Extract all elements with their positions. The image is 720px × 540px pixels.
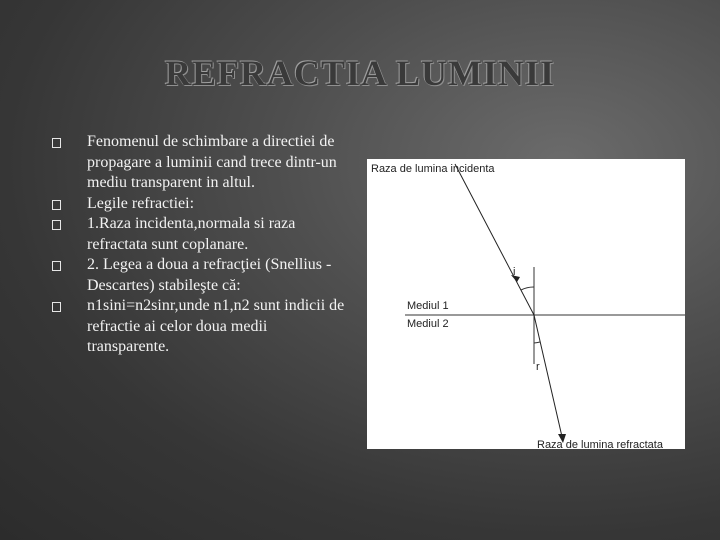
bullet-item bbox=[52, 296, 352, 358]
bullet-text: Legile refractiei: bbox=[87, 194, 195, 212]
refracted-ray bbox=[534, 315, 563, 441]
bullet-box-icon bbox=[52, 261, 61, 271]
bullet-item bbox=[52, 194, 352, 215]
angle-r-label: r bbox=[536, 361, 540, 373]
bullet-text: 2. Legea a doua a refracţiei (Snellius - Descartes) stabileşte că: bbox=[87, 256, 332, 294]
bullet-text: 1.Raza incidenta,normala si raza refractata sunt coplanare. bbox=[87, 215, 296, 253]
slide-title: REFRACTIA LUMINII bbox=[164, 53, 556, 93]
bullet-box-icon bbox=[52, 200, 61, 210]
bullet-item bbox=[52, 255, 352, 296]
bullet-text: n1sini=n2sinr,unde n1,n2 sunt indicii de refractie ai celor doua medii transparente. bbox=[87, 297, 345, 355]
incident-ray-label: Raza de lumina incidenta bbox=[371, 163, 495, 175]
angle-i-label: i bbox=[513, 266, 516, 278]
bullet-item bbox=[52, 132, 352, 194]
bullet-box-icon bbox=[52, 220, 61, 230]
refraction-diagram bbox=[367, 159, 685, 449]
angle-i-arc bbox=[521, 287, 534, 290]
bullet-text: Fenomenul de schimbare a directiei de propagare a luminii cand trece dintr-un mediu transparent in altul. bbox=[87, 133, 337, 191]
bullet-item bbox=[52, 214, 352, 255]
medium2-label: Mediul 2 bbox=[407, 318, 449, 330]
incident-ray bbox=[455, 164, 534, 315]
bullet-box-icon bbox=[52, 138, 61, 148]
refracted-ray-label: Raza de lumina refractata bbox=[537, 439, 663, 449]
bullet-list bbox=[52, 132, 352, 358]
refraction-diagram-svg bbox=[367, 159, 685, 449]
medium1-label: Mediul 1 bbox=[407, 300, 449, 312]
bullet-box-icon bbox=[52, 302, 61, 312]
angle-r-arc bbox=[534, 342, 540, 343]
